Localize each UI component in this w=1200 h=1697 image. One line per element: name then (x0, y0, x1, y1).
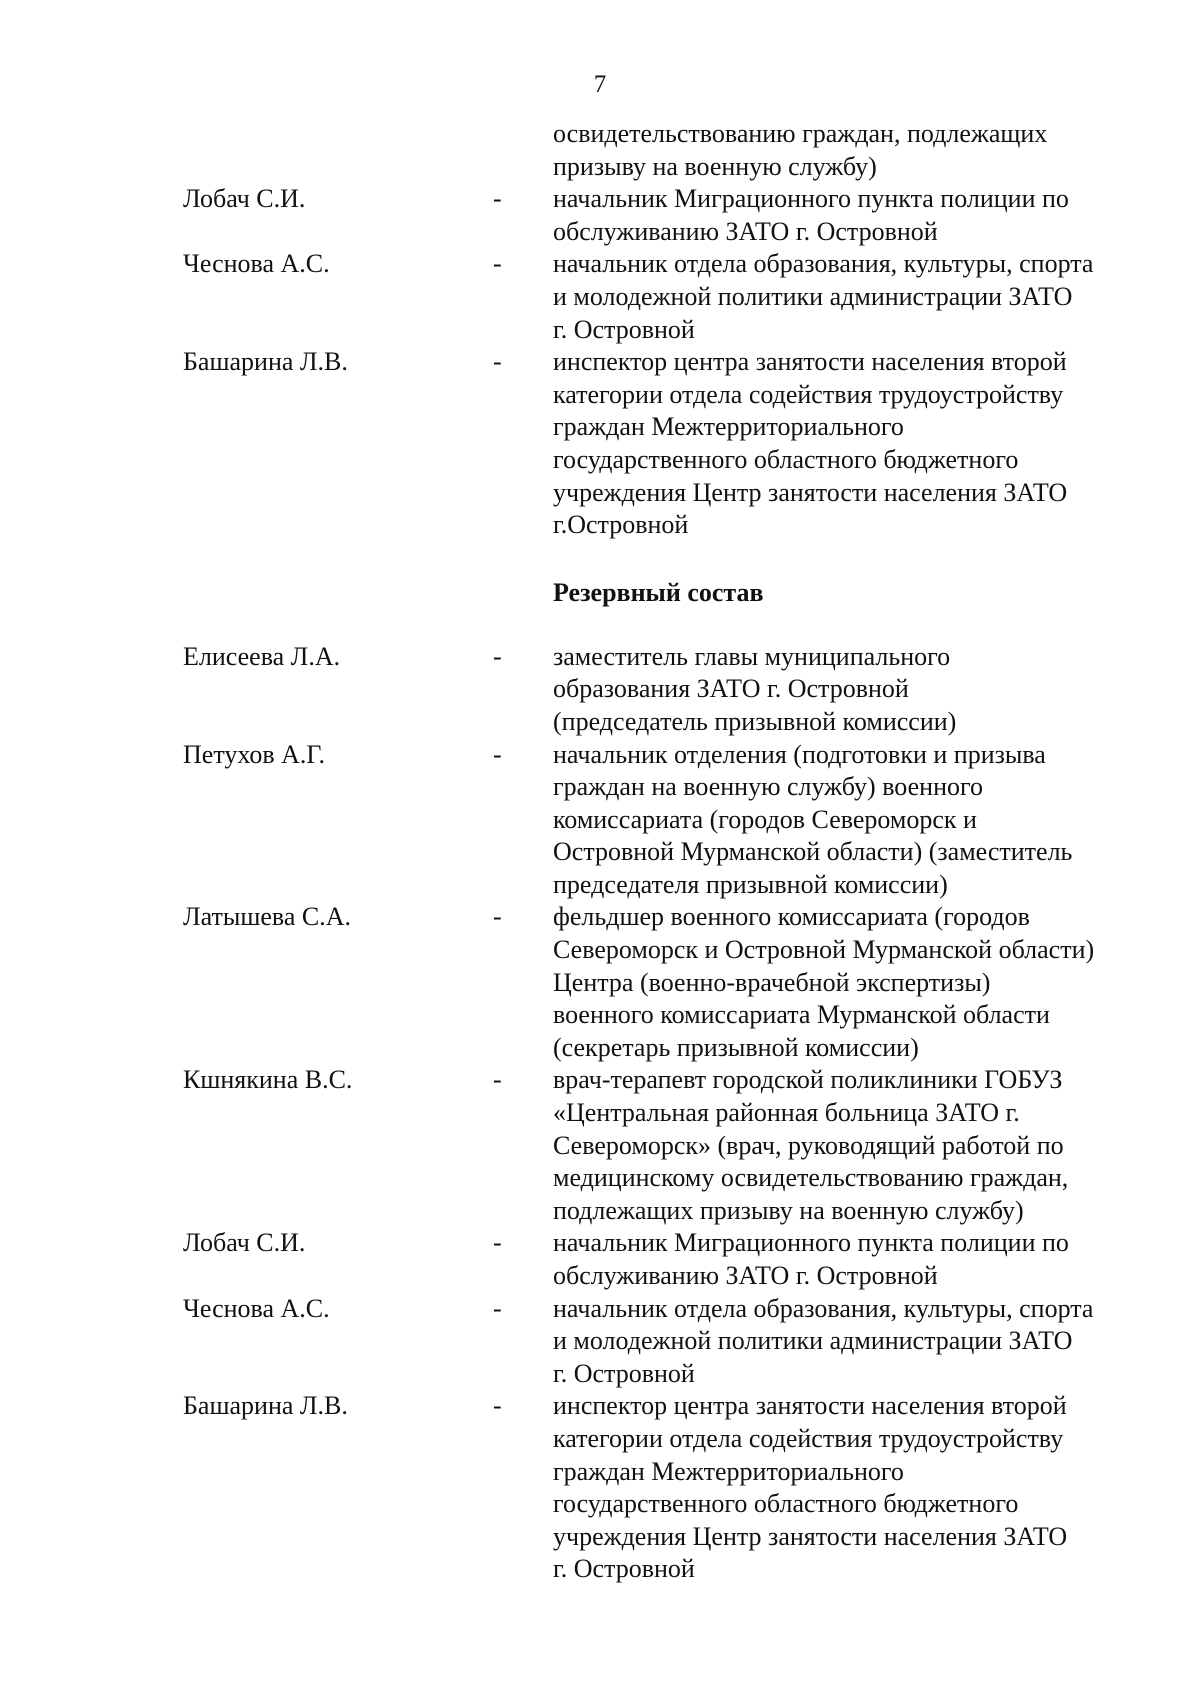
member-description (553, 739, 1173, 902)
member-description (553, 1227, 1173, 1292)
description-line: категории отдела содействия трудоустройству (553, 1423, 1064, 1453)
reserve-members-list (0, 641, 1200, 1586)
reserve-heading: Резервный состав (553, 577, 764, 607)
description-line: г.Островной (553, 510, 689, 540)
dash: - (493, 739, 502, 769)
description-line: начальник Миграционного пункта полиции по (553, 184, 1069, 214)
member-entry (0, 248, 1200, 346)
description-line: начальник отдела образования, культуры, спорта (553, 1293, 1094, 1323)
description-line: подлежащих призыву на военную службу) (553, 1195, 1024, 1225)
member-name: Елисеева Л.А. (183, 641, 341, 671)
description-line: фельдшер военного комиссариата (городов (553, 902, 1030, 932)
description-line: граждан Межтерриториального (553, 412, 904, 442)
description-line: инспектор центра занятости населения второй (553, 1391, 1067, 1421)
dash: - (493, 184, 502, 214)
member-name: Чеснова А.С. (183, 249, 330, 279)
member-name: Кшнякина В.С. (183, 1065, 353, 1095)
member-entry (0, 183, 1200, 248)
member-description (553, 346, 1173, 542)
description-line: и молодежной политики администрации ЗАТО (553, 281, 1073, 311)
member-description (553, 118, 1173, 183)
description-line: начальник отделения (подготовки и призыва (553, 739, 1046, 769)
member-entry (0, 346, 1200, 542)
member-entry (0, 1064, 1200, 1227)
description-line: граждан на военную службу) военного (553, 772, 984, 802)
description-line: (председатель призывной комиссии) (553, 706, 957, 736)
member-description (553, 1064, 1173, 1227)
description-line: председателя призывной комиссии) (553, 869, 948, 899)
description-line: Североморск и Островной Мурманской области) (553, 935, 1095, 965)
dash: - (493, 1228, 502, 1258)
description-line: начальник отдела образования, культуры, спорта (553, 249, 1094, 279)
member-name: Лобач С.И. (183, 184, 306, 214)
dash: - (493, 902, 502, 932)
description-line: государственного областного бюджетного (553, 1489, 1019, 1519)
description-line: освидетельствованию граждан, подлежащих (553, 119, 1048, 148)
description-line: обслуживанию ЗАТО г. Островной (553, 1261, 938, 1290)
member-description (553, 901, 1173, 1064)
description-line: Островной Мурманской области) (заместитель (553, 837, 1073, 867)
member-name: Латышева С.А. (183, 902, 351, 932)
dash: - (493, 1293, 502, 1323)
member-description (553, 1390, 1173, 1586)
member-description (553, 183, 1173, 248)
commission-list (0, 118, 1200, 1586)
description-line: призыву на военную службу) (553, 151, 877, 181)
description-line: врач-терапевт городской поликлиники ГОБУЗ (553, 1065, 1063, 1095)
description-line: обслуживанию ЗАТО г. Островной (553, 216, 938, 246)
description-line: заместитель главы муниципального (553, 641, 951, 671)
member-description (553, 641, 1173, 739)
dash: - (493, 249, 502, 279)
description-line: г. Островной (553, 1358, 695, 1388)
member-name: Лобач С.И. (183, 1228, 306, 1258)
description-line: инспектор центра занятости населения второй (553, 347, 1067, 377)
member-name: Башарина Л.В. (183, 1391, 348, 1421)
dash: - (493, 347, 502, 377)
member-entry (0, 1227, 1200, 1292)
description-line: государственного областного бюджетного (553, 444, 1019, 474)
member-entry (0, 739, 1200, 902)
member-entry (0, 641, 1200, 739)
description-line: медицинскому освидетельствованию граждан, (553, 1163, 1069, 1193)
page-number: 7 (593, 71, 607, 98)
description-line: и молодежной политики администрации ЗАТО (553, 1326, 1073, 1356)
description-line: начальник Миграционного пункта полиции по (553, 1228, 1069, 1258)
description-line: (секретарь призывной комиссии) (553, 1032, 919, 1062)
member-name: Башарина Л.В. (183, 347, 348, 377)
description-line: г. Островной (553, 314, 695, 344)
member-entry (0, 1390, 1200, 1586)
continuation-entry (0, 118, 1200, 183)
description-line: учреждения Центр занятости населения ЗАТО (553, 477, 1068, 507)
description-line: образования ЗАТО г. Островной (553, 674, 909, 704)
description-line: военного комиссариата Мурманской области (553, 1000, 1050, 1030)
description-line: учреждения Центр занятости населения ЗАТО (553, 1521, 1068, 1551)
member-name: Петухов А.Г. (183, 739, 325, 769)
description-line: «Центральная районная больница ЗАТО г. (553, 1098, 1020, 1128)
dash: - (493, 1391, 502, 1421)
main-members-list (0, 183, 1200, 542)
member-description (553, 248, 1173, 346)
description-line: категории отдела содействия трудоустройству (553, 379, 1064, 409)
member-entry (0, 901, 1200, 1064)
description-line: комиссариата (городов Североморск и (553, 804, 977, 834)
description-line: граждан Межтерриториального (553, 1456, 904, 1486)
member-name: Чеснова А.С. (183, 1293, 330, 1323)
member-description (553, 1293, 1173, 1391)
dash: - (493, 641, 502, 671)
dash: - (493, 1065, 502, 1095)
description-line: Центра (военно-врачебной экспертизы) (553, 967, 991, 997)
description-line: Североморск» (врач, руководящий работой по (553, 1130, 1064, 1160)
member-entry (0, 1293, 1200, 1391)
description-line: г. Островной (553, 1554, 695, 1584)
